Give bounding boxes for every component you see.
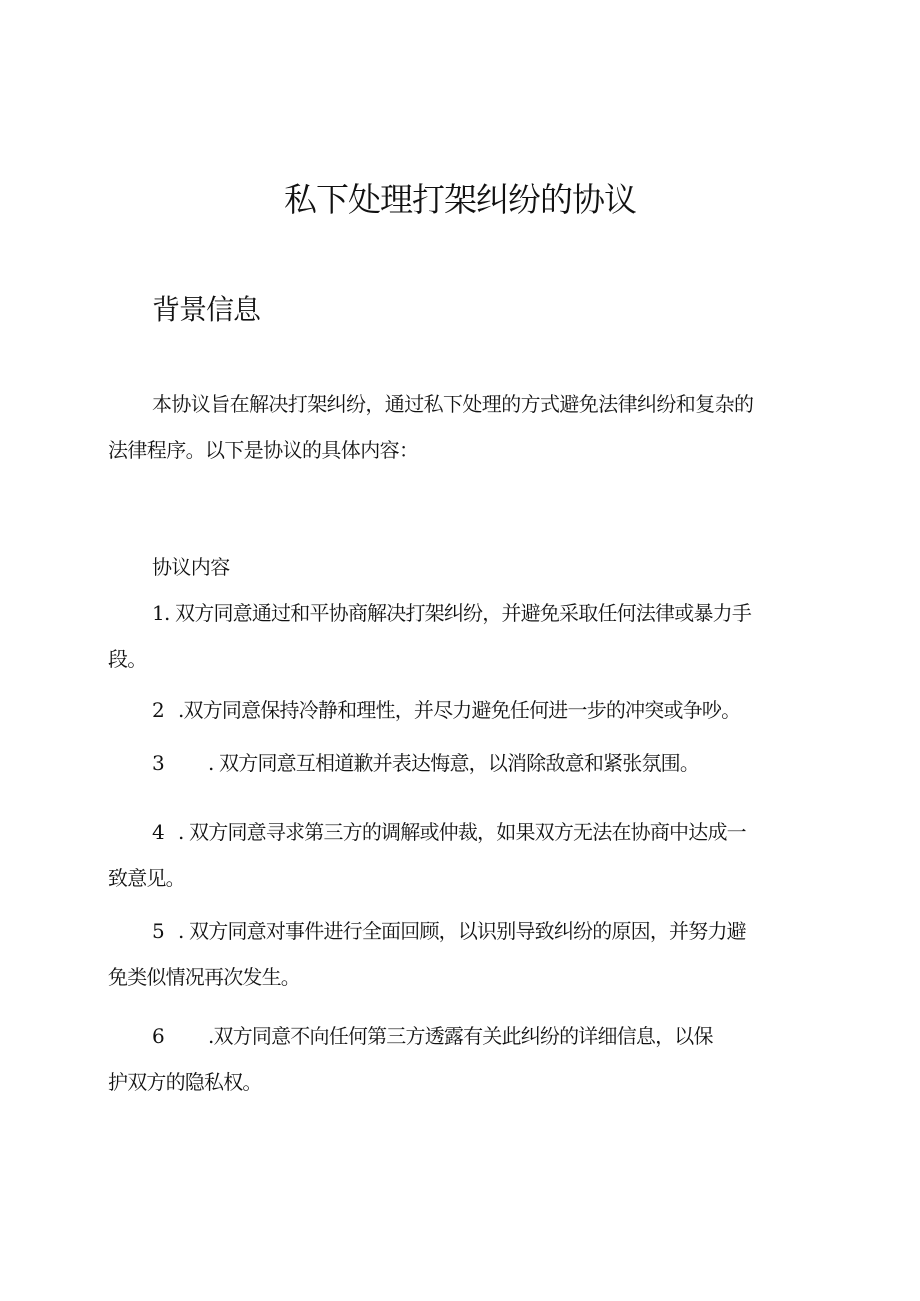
agreement-item-4 — [108, 809, 828, 901]
item-text: . 双方同意寻求第三方的调解或仲裁，如果双方无法在协商中达成一 — [177, 820, 746, 844]
item-text: . 双方同意通过和平协商解决打架纠纷，并避免采取任何法律或暴力手 — [163, 601, 752, 625]
item-number: 2 — [152, 698, 164, 722]
agreement-item-5 — [108, 908, 828, 1000]
section-heading-agreement: 协议内容 — [152, 555, 230, 579]
section-heading-background: 背景信息 — [152, 293, 261, 326]
agreement-item-6 — [108, 1013, 828, 1105]
item-text: .双方同意不向任何第三方透露有关此纠纷的详细信息，以保 — [207, 1024, 713, 1048]
background-line-2: 法律程序。以下是协议的具体内容： — [108, 438, 419, 462]
item-text-continued: 致意见。 — [108, 866, 185, 890]
agreement-item-2 — [108, 687, 828, 733]
agreement-item-3 — [108, 740, 828, 786]
item-text-continued: 段。 — [108, 647, 147, 671]
document-title: 私下处理打架纠纷的协议 — [284, 180, 636, 219]
background-line-1: 本协议旨在解决打架纠纷，通过私下处理的方式避免法律纠纷和复杂的 — [152, 392, 754, 416]
agreement-item-1 — [108, 590, 828, 682]
background-paragraph — [108, 381, 828, 473]
item-text-continued: 护双方的隐私权。 — [108, 1070, 262, 1094]
item-text: . 双方同意互相道歉并表达悔意，以消除敌意和紧张氛围。 — [207, 751, 700, 775]
item-number: 5 — [152, 919, 164, 943]
item-number: 4 — [152, 820, 164, 844]
item-number: 6 — [152, 1024, 164, 1048]
item-text-continued: 免类似情况再次发生。 — [108, 965, 300, 989]
item-number: 1 — [152, 601, 164, 625]
item-text: . 双方同意对事件进行全面回顾，以识别导致纠纷的原因，并努力避 — [177, 919, 746, 943]
item-text: .双方同意保持冷静和理性，并尽力避免任何进一步的冲突或争吵。 — [177, 698, 741, 722]
item-number: 3 — [152, 751, 164, 775]
